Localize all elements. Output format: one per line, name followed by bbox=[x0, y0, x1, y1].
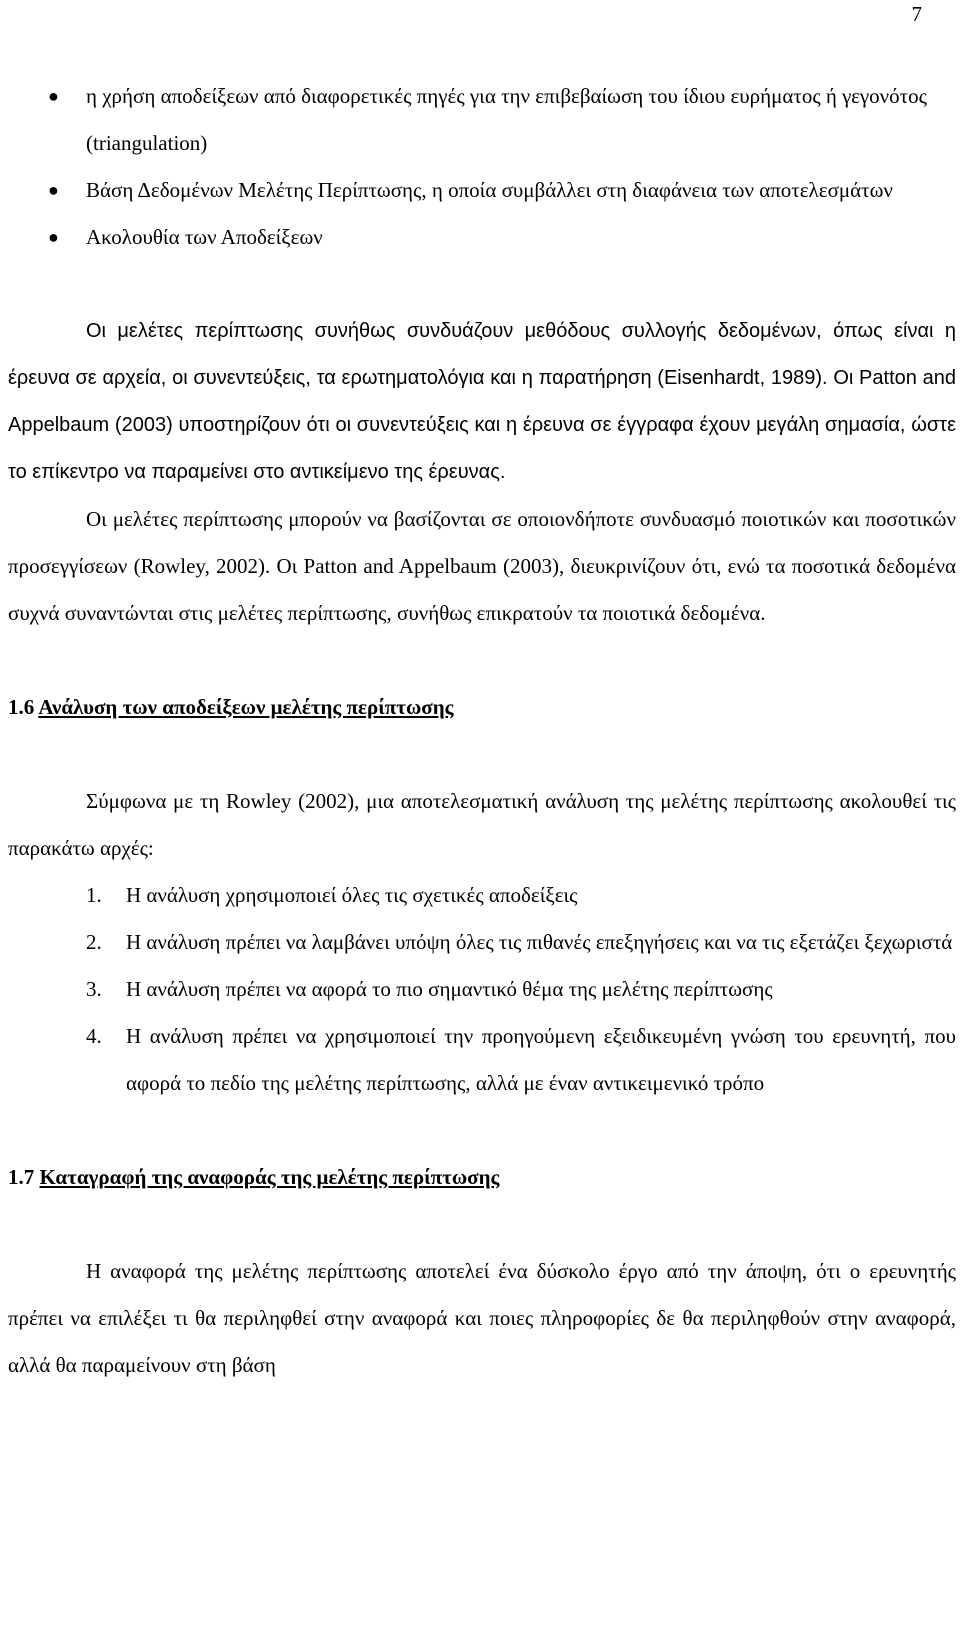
list-item bbox=[8, 919, 956, 966]
document-body bbox=[8, 73, 956, 1389]
list-item bbox=[8, 872, 956, 919]
principles-list bbox=[8, 872, 956, 1107]
bullet-icon: ● bbox=[48, 227, 59, 247]
section-number: 1.6 bbox=[8, 695, 35, 719]
section-heading-1-7 bbox=[8, 1154, 956, 1201]
list-item bbox=[8, 1013, 956, 1107]
bullet-item bbox=[8, 214, 956, 261]
list-text: Η ανάλυση χρησιμοποιεί όλες τις σχετικές αποδείξεις bbox=[126, 883, 578, 907]
section-number: 1.7 bbox=[8, 1165, 35, 1189]
list-text: Η ανάλυση πρέπει να χρησιμοποιεί την προηγούμενη εξειδικευμένη γνώση του ερευνητή, που αφορά το πεδίο της μελέτης περίπτωσης, αλλά με έναν αντικειμενικό τρόπο bbox=[126, 1024, 956, 1095]
list-number: 4. bbox=[86, 1024, 102, 1048]
bullet-item bbox=[8, 167, 956, 214]
paragraph-data-collection: Οι μελέτες περίπτωσης συνήθως συνδυάζουν μεθόδους συλλογής δεδομένων, όπως είναι η έρευνα σε αρχεία, οι συνεντεύξεις, τα ερωτηματολόγια και η παρατήρηση (Eisenhardt, 1989). Οι Patton and Appelbaum (2003) υποστηρίζουν ότι οι συνεντεύξεις και η έρευνα σε έγγραφα έχουν μεγάλη σημασία, ώστε το επίκεντρο να παραμείνει στο αντικείμενο της έρευνας. bbox=[8, 320, 956, 483]
list-item bbox=[8, 966, 956, 1013]
section-heading-1-6 bbox=[8, 684, 956, 731]
paragraph-qualitative-quantitative: Οι μελέτες περίπτωσης μπορούν να βασίζονται σε οποιονδήποτε συνδυασμό ποιοτικών και ποσοτικών προσεγγίσεων (Rowley, 2002). Οι Patton and Appelbaum (2003), διευκρινίζουν ότι, ενώ τα ποσοτικά δεδομένα συχνά συναντώνται στις μελέτες περίπτωσης, συνήθως επικρατούν τα ποιοτικά δεδομένα. bbox=[8, 507, 956, 625]
bullet-list bbox=[8, 73, 956, 261]
list-number: 2. bbox=[86, 930, 102, 954]
bullet-text: η χρήση αποδείξεων από διαφορετικές πηγές για την επιβεβαίωση του ίδιου ευρήματος ή γεγονότος (triangulation) bbox=[86, 84, 927, 155]
section-title: Καταγραφή της αναφοράς της μελέτης περίπτωσης bbox=[39, 1165, 500, 1189]
page-number: 7 bbox=[911, 2, 922, 26]
bullet-text: Βάση Δεδομένων Μελέτης Περίπτωσης, η οποία συμβάλλει στη διαφάνεια των αποτελεσμάτων bbox=[86, 178, 893, 202]
bullet-icon: ● bbox=[48, 86, 59, 106]
bullet-item bbox=[8, 73, 956, 167]
list-text: Η ανάλυση πρέπει να λαμβάνει υπόψη όλες τις πιθανές επεξηγήσεις και να τις εξετάζει ξεχωριστά bbox=[126, 930, 953, 954]
paragraph-report-writing: Η αναφορά της μελέτης περίπτωσης αποτελεί ένα δύσκολο έργο από την άποψη, ότι ο ερευνητής πρέπει να επιλέξει τι θα περιληφθεί στην αναφορά και ποιες πληροφορίες δε θα περιληφθούν στην αναφορά, αλλά θα παραμείνουν στη βάση bbox=[8, 1259, 956, 1377]
paragraph-rowley-principles: Σύμφωνα με τη Rowley (2002), μια αποτελεσματική ανάλυση της μελέτης περίπτωσης ακολουθεί τις παρακάτω αρχές: bbox=[8, 789, 956, 860]
list-text: Η ανάλυση πρέπει να αφορά το πιο σημαντικό θέμα της μελέτης περίπτωσης bbox=[126, 977, 773, 1001]
list-number: 1. bbox=[86, 883, 102, 907]
bullet-text: Ακολουθία των Αποδείξεων bbox=[86, 225, 323, 249]
bullet-icon: ● bbox=[48, 180, 59, 200]
section-title: Ανάλυση των αποδείξεων μελέτης περίπτωσης bbox=[38, 695, 454, 719]
list-number: 3. bbox=[86, 977, 102, 1001]
